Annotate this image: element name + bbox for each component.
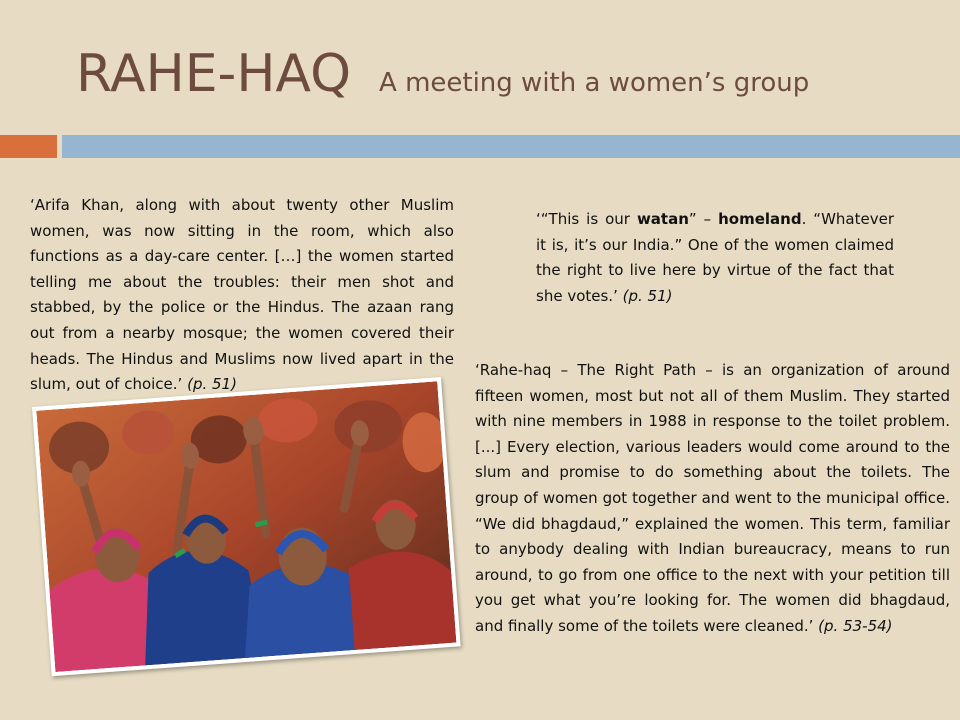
photo-crowd-illustration (36, 381, 456, 672)
quote-watan-citation: (p. 51) (622, 286, 673, 305)
slide-title-row (76, 44, 809, 104)
quote-rahe-haq (475, 358, 950, 640)
quote-watan (536, 207, 894, 309)
quote-arifa-khan (30, 193, 454, 398)
quote-arifa-khan-text: ‘Arifa Khan, along with about twenty other Muslim women, was now sitting in the room, which also functions as a day-care center. […] the women started telling me about the troubles: their men shot and stabbed, by the police or the Hindus. The azaan rang out from a nearby mosque; the women covered their heads. The Hindus and Muslims now lived apart in the slum, out of choice.’ (30, 196, 454, 394)
quote-watan-bold-watan: watan (636, 210, 689, 228)
quote-rahe-haq-text: ‘Rahe-haq – The Right Path – is an organization of around fifteen women, most but not all of them Muslim. They started with nine members in 1988 in response to the toilet problem. [...] Every election, various leaders would come around to the slum and promise to do something about the toilets. The group of women got together and went to the municipal office. “We did bhagdaud,” explained the women. This term, familiar to anybody dealing with Indian bureaucracy, means to run around, to go from one office to the next with your petition till you get what you’re looking for. The women did bhagdaud, and finally some of the toilets were cleaned.’ (475, 361, 950, 635)
quote-rahe-haq-citation: (p. 53-54) (818, 616, 893, 635)
accent-bar-orange (0, 135, 57, 158)
photo-women-group-frame (32, 377, 461, 676)
slide-title: RAHE-HAQ (76, 44, 352, 104)
slide-subtitle: A meeting with a women’s group (379, 68, 810, 98)
photo-women-group (36, 381, 456, 672)
quote-watan-open: ‘“This is our (536, 210, 637, 228)
quote-watan-rest: . “Whatever it is, it’s our India.” One of the women claimed the right to live here by virtue of the fact that she votes.’ (536, 210, 894, 305)
quote-watan-mid: ” – (688, 210, 719, 228)
quote-arifa-khan-citation: (p. 51) (187, 375, 237, 394)
accent-bar-blue (62, 135, 960, 158)
quote-watan-bold-homeland: homeland (718, 210, 802, 228)
